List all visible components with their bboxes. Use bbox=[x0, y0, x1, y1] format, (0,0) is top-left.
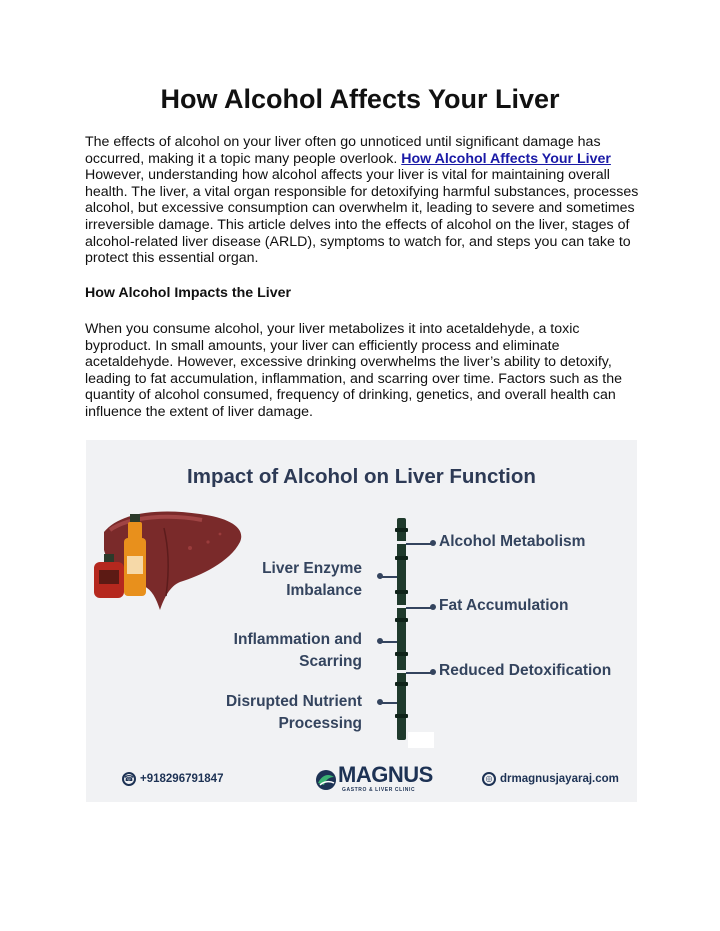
connector-line bbox=[380, 641, 397, 643]
section-heading: How Alcohol Impacts the Liver bbox=[85, 285, 292, 301]
intro-text-2: However, understanding how alcohol affects your liver is vital for maintaining overall health. The liver, a vital organ responsible for detoxifying harmful substances, processes alcohol, but excessive consumption can overwhelm it, leading to severe and sometimes irreversible damage. This article delves into the effects of alcohol on the liver, stages of alcohol-related liver disease (ARLD), symptoms to watch for, and steps you can take to protect this essential organ. bbox=[85, 167, 639, 267]
article-link[interactable]: How Alcohol Affects Your Liver bbox=[401, 150, 611, 167]
connector-line bbox=[380, 576, 397, 578]
label-line: Inflammation and bbox=[233, 631, 362, 648]
spine-joint bbox=[395, 714, 408, 718]
label-line: Liver Enzyme bbox=[262, 560, 362, 577]
spine-gap bbox=[397, 670, 406, 673]
label-fat-accumulation: Fat Accumulation bbox=[439, 597, 569, 614]
logo-name: MAGNUS bbox=[338, 762, 433, 787]
label-line: Processing bbox=[278, 715, 362, 732]
intro-paragraph bbox=[85, 134, 640, 267]
label-line: Scarring bbox=[299, 653, 362, 670]
label-line: Imbalance bbox=[286, 582, 362, 599]
label-alcohol-metabolism: Alcohol Metabolism bbox=[439, 533, 586, 550]
spine-joint bbox=[395, 556, 408, 560]
liver-illustration bbox=[90, 506, 250, 616]
label-liver-enzyme-imbalance bbox=[262, 558, 362, 602]
spine-gap bbox=[397, 605, 406, 608]
website: drmagnusjayaraj.com bbox=[500, 773, 619, 785]
spine-joint bbox=[395, 682, 408, 686]
logo-subtitle: GASTRO & LIVER CLINIC bbox=[342, 787, 416, 793]
section-paragraph: When you consume alcohol, your liver metabolizes it into acetaldehyde, a toxic byproduct. In small amounts, your liver can efficiently process and eliminate acetaldehyde. However, excessive drinking overwhelms the liver’s ability to detoxify, leading to fat accumulation, inflammation, and scarring over time. Factors such as the quantity of alcohol consumed, frequency of drinking, genetics, and overall health can influence the extent of liver damage. bbox=[85, 321, 623, 420]
magnus-logo-icon bbox=[314, 769, 338, 791]
spine-joint bbox=[395, 652, 408, 656]
label-line: Disrupted Nutrient bbox=[225, 693, 362, 710]
connector-dot bbox=[430, 540, 436, 546]
white-patch bbox=[408, 732, 434, 748]
page-title: How Alcohol Affects Your Liver bbox=[160, 84, 560, 114]
label-reduced-detoxification: Reduced Detoxification bbox=[439, 662, 612, 679]
spine-gap bbox=[397, 541, 406, 544]
infographic bbox=[86, 440, 637, 802]
spine-joint bbox=[395, 618, 408, 622]
label-inflammation-scarring bbox=[234, 629, 362, 673]
intro-text-1: The effects of alcohol on your liver often go unnoticed until significant damage has occurred, making it a topic many people overlook. bbox=[85, 134, 601, 167]
spine-joint bbox=[395, 590, 408, 594]
connector-dot bbox=[430, 669, 436, 675]
connector-line bbox=[380, 702, 397, 704]
phone-icon: ☎ bbox=[122, 772, 136, 786]
infographic-title: Impact of Alcohol on Liver Function bbox=[187, 465, 536, 488]
connector-dot bbox=[430, 604, 436, 610]
phone-number: +918296791847 bbox=[140, 773, 224, 785]
timeline-spine bbox=[397, 518, 406, 740]
globe-icon: ◎ bbox=[482, 772, 496, 786]
label-disrupted-nutrient-processing bbox=[226, 691, 362, 735]
spine-joint bbox=[395, 528, 408, 532]
